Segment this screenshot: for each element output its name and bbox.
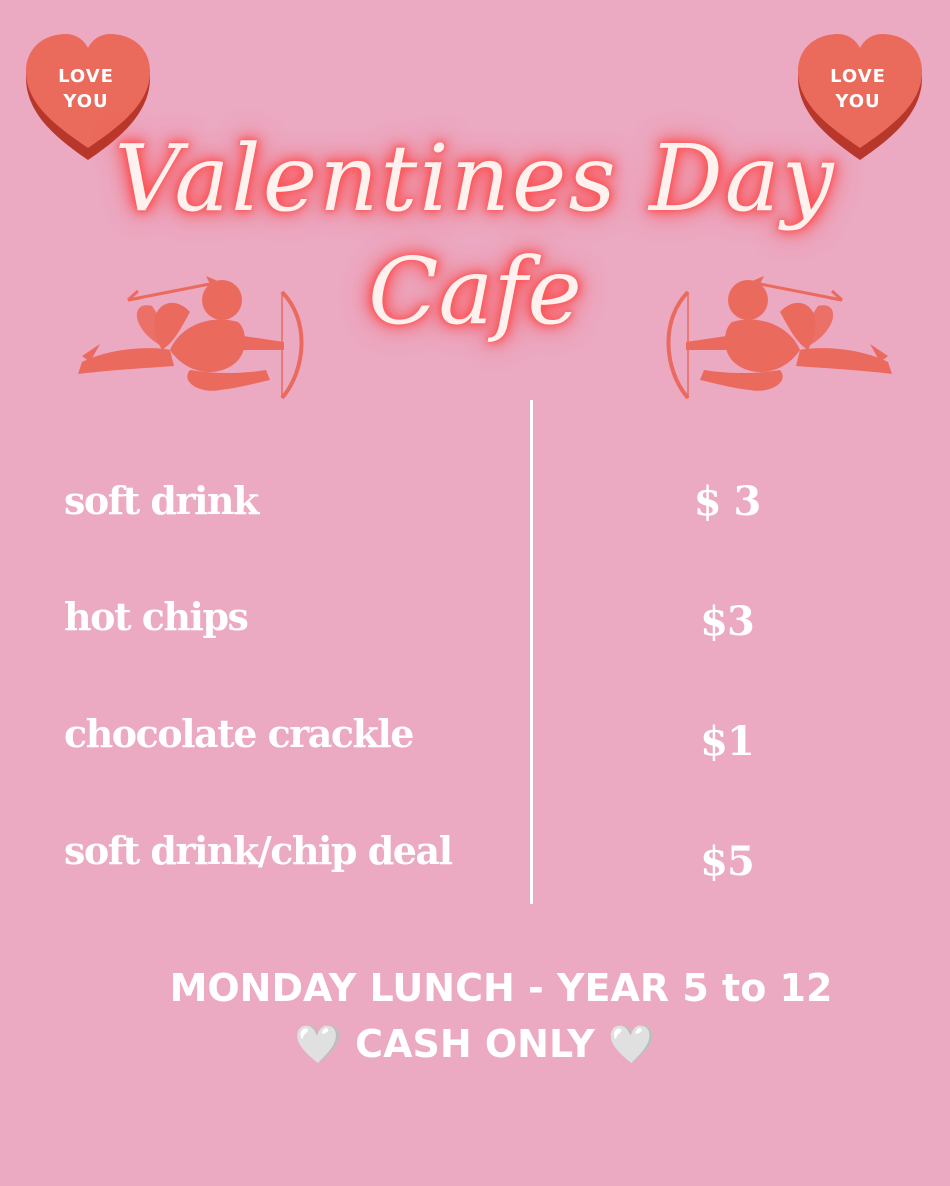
footer-schedule: MONDAY LUNCH - YEAR 5 to 12	[169, 966, 833, 1010]
page-title: Valentines Day	[114, 125, 836, 232]
menu-item-price: $3	[700, 598, 754, 645]
menu-item-name: soft drink	[64, 478, 258, 523]
menu-item-name: hot chips	[64, 594, 248, 639]
footer-payment-note: 🤍 CASH ONLY 🤍	[294, 1022, 656, 1066]
menu-item-price: $1	[700, 718, 754, 765]
cupid-icon	[70, 270, 310, 410]
menu-item-name: chocolate crackle	[64, 711, 413, 756]
menu-item-name: soft drink/chip deal	[64, 828, 452, 873]
page-subtitle: Cafe	[368, 238, 582, 345]
menu-item-price: $5	[700, 838, 754, 885]
heart-badge-text: LOVE YOU	[830, 66, 886, 112]
heart-badge-text: LOVE YOU	[58, 66, 114, 112]
cupid-icon	[660, 270, 900, 410]
menu-divider	[530, 400, 533, 904]
menu-item-price: $ 3	[693, 478, 761, 525]
